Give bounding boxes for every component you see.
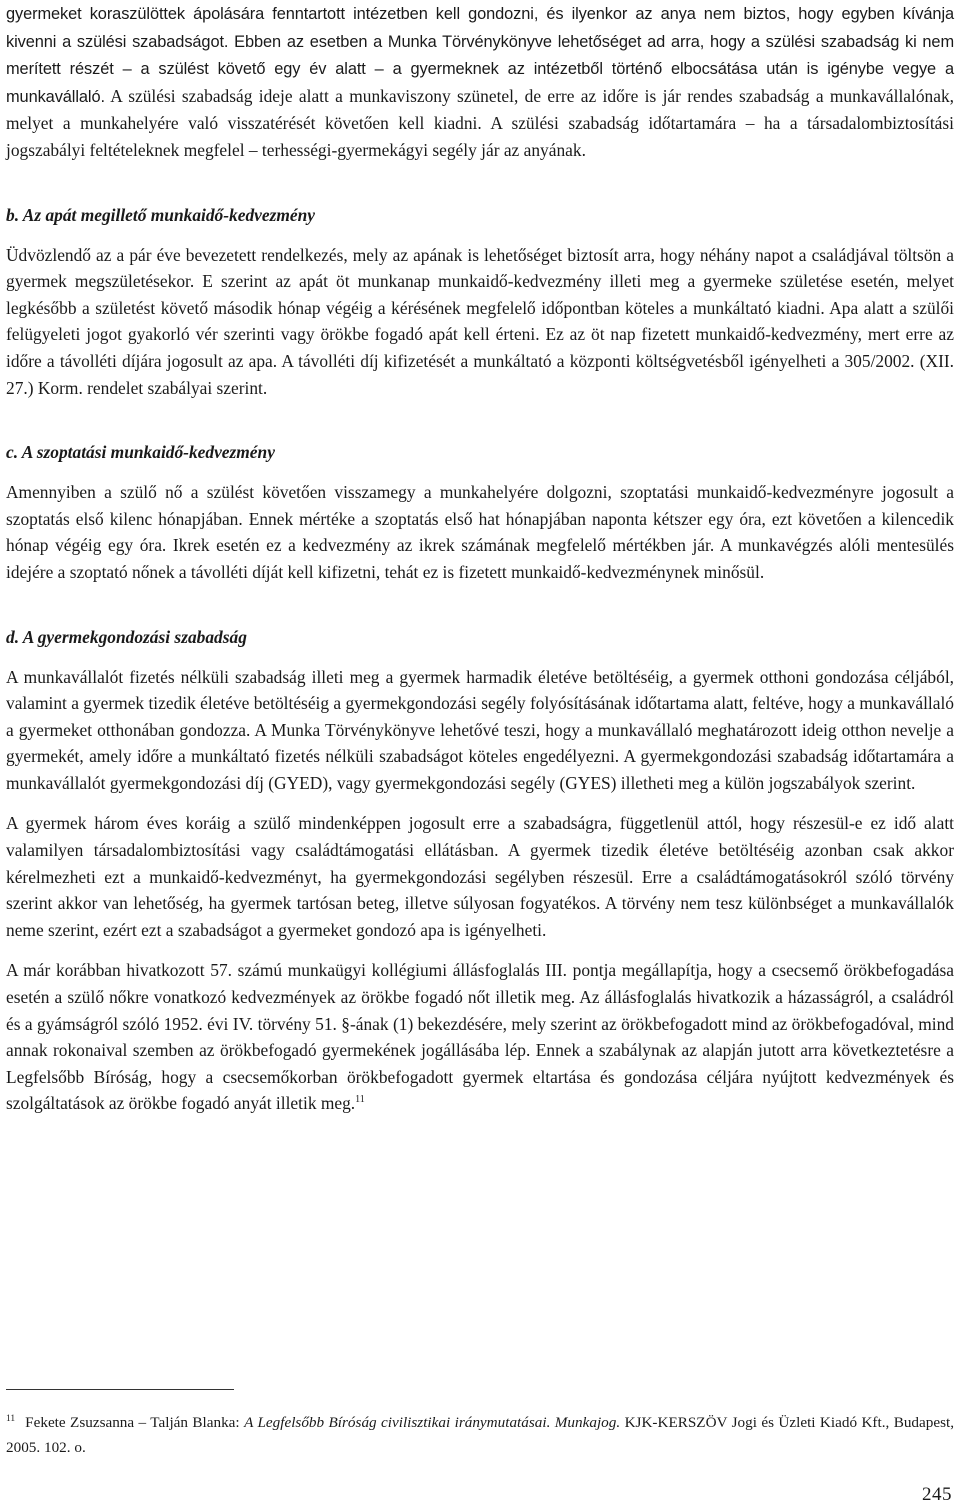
section-heading-d: d. A gyermekgondozási szabadság [6,626,247,647]
intro-paragraph [6,0,954,164]
intro-paragraph-serif-part: A szülési szabadság ideje alatt a munkaviszony szünetel, de erre az időre is jár rendes szabadság a munkavállalónak, melyet a munkahelyére való visszatérését követően kell kiadni. A szülési szabadság időtartamára – ha a társadalombiztosítási jogszabályi feltételeknek megfelel – terhességi-gyermekágyi segély jár az anyának. [6,85,954,160]
page-number: 245 [922,1484,952,1505]
section-d-paragraph-3 [6,957,954,1117]
section-c-paragraph: Amennyiben a szülő nő a szülést követően visszamegy a munkahelyére dolgozni, szoptatási munkaidő-kedvezményre jogosult a szoptatás első kilenc hónapjában. Ennek mértéke a szoptatás első hat hónapjában naponta kétszer egy óra, ezt követően a kilencedik hónap végéig egy óra. Ikrek esetén ez a kedvezmény az ikrek számának megfelelő mértékben jár. A munkavégzés alóli mentesülés idejére a szoptató nőnek a távolléti díját kell kifizetni, tehát ez is fizetett munkaidő-kedvezménynek minősül. [6,482,954,582]
footnote-divider [6,1389,234,1390]
footnote-title: A Legfelsőbb Bíróság civilisztikai iránymutatásai. Munkajog. [244,1414,621,1431]
footnote [6,1410,954,1460]
section-b-paragraph: Üdvözlendő az a pár éve bevezetett rendelkezés, mely az apának is lehetőséget biztosít arra, hogy néhány napot a családjával töltsön a gyermek megszületésekor. E szerint az apát öt munkanap munkaidő-kedvezmény illeti meg a gyermeke születése esetén, melyet legkésőbb a születést követő második hónap végéig a kérésének megfelelő időpontban köteles a munkáltató kiadni. Apa alatt a szülői felügyeleti jogot gyakorló vér szerinti vagy örökbe fogadó apát kell érteni. Ez az öt nap fizetett munkaidő-kedvezmény, mert erre az időre a távolléti díjára jogosult az apa. A távolléti díj kifizetését a munkáltató a központi költségvetésből igényelheti a 305/2002. (XII. 27.) Korm. rendelet szabályai szerint. [6,244,954,398]
document-page [6,0,954,1117]
footnote-authors: Fekete Zsuzsanna – Talján Blanka: [25,1414,245,1431]
footnote-publisher: KJK-KERSZÖV Jogi és Üzleti Kiadó Kft., Budapest, 2005. 102. o. [6,1414,955,1456]
section-d-paragraph-2: A gyermek három éves koráig a szülő mindenképpen jogosult erre a szabadságra, függetlenül attól, hogy részesül-e ez idő alatt valamilyen társadalombiztosítási vagy családtámogatási ellátásban. A gyermek tizedik életéve betöltéséig azonban csak akkor kérelmezheti ezt a munkaidő-kedvezményt, ha gyermekgondozási segélyben részesül. Erre a családtámogatásokról szóló törvény szerint akkor van lehetőség, ha gyermek tartósan beteg, illetve súlyosan fogyatékos. A törvény nem tesz különbséget a munkavállalók neme szerint, ezért ezt a szabadságot a gyermeket gondozó apa is igényelheti. [6,813,954,940]
section-heading-b: b. Az apát megillető munkaidő-kedvezmény [6,204,315,225]
section-heading-c: c. A szoptatási munkaidő-kedvezmény [6,442,275,463]
section-d-paragraph-1: A munkavállalót fizetés nélküli szabadság illeti meg a gyermek harmadik életéve betöltéséig, a gyermek otthoni gondozása céljából, valamint a gyermek tizedik életéve betöltéséig a gyermekgondozási segély folyósításának időtartama alatt, feltéve, hogy a munkavállaló a gyermeket otthonában gondozza. A Munka Törvénykönyve lehetővé teszi, hogy a munkavállaló meghatározott ideig otthon nevelje a gyermekét, amely időre a munkáltató fizetés nélküli szabadságot köteles engedélyezni. A gyermekgondozási szabadság időtartamára a munkavállalót gyermekgondozási díj (GYED), vagy gyermekgondozási segély (GYES) illetheti meg a külön jogszabályok szerint. [6,666,954,793]
section-d-paragraph-3-text: A már korábban hivatkozott 57. számú munkaügyi kollégiumi állásfoglalás III. pontja megállapítja, hogy a csecsemő örökbefogadása esetén a szülő nőkre vonatkozó kedvezmények az örökbe fogadó nőt illetik meg. Az állásfoglalás hivatkozik a házasságról, a családról és a gyámságról szóló 1952. évi IV. törvény 51. §-ának (1) bekezdésére, mely szerint az örökbefogadott mind az örökbefogadóval, mind annak rokonaival szemben az örökbefogadó gyermekének jogállásába lép. Ennek a szabálynak az alapján jutott arra következtetésre a Legfelsőbb Bíróság, hogy a csecsemőkorban örökbefogadott gyermek eltartása és gondozása céljára nyújtott kedvezmények és szolgáltatások az örökbe fogadó anyát illetik meg. [6,960,954,1114]
footnote-mark: 11 [6,1413,16,1424]
intro-paragraph-sans-part: gyermeket koraszülöttek ápolására fenntartott intézetben kell gondozni, és ilyenkor az anya nem biztos, hogy egyben kívánja kivenni a szülési szabadságot. Ebben az esetben a Munka Törvénykönyve lehetőséget ad arra, hogy a szülési szabadság ki nem merített részét – a szülést követő egy év alatt – a gyermeknek az intézetből történő elbocsátása után is igénybe vegye a munkavállaló. [6,5,954,106]
footnote-reference[interactable]: 11 [355,1094,365,1106]
